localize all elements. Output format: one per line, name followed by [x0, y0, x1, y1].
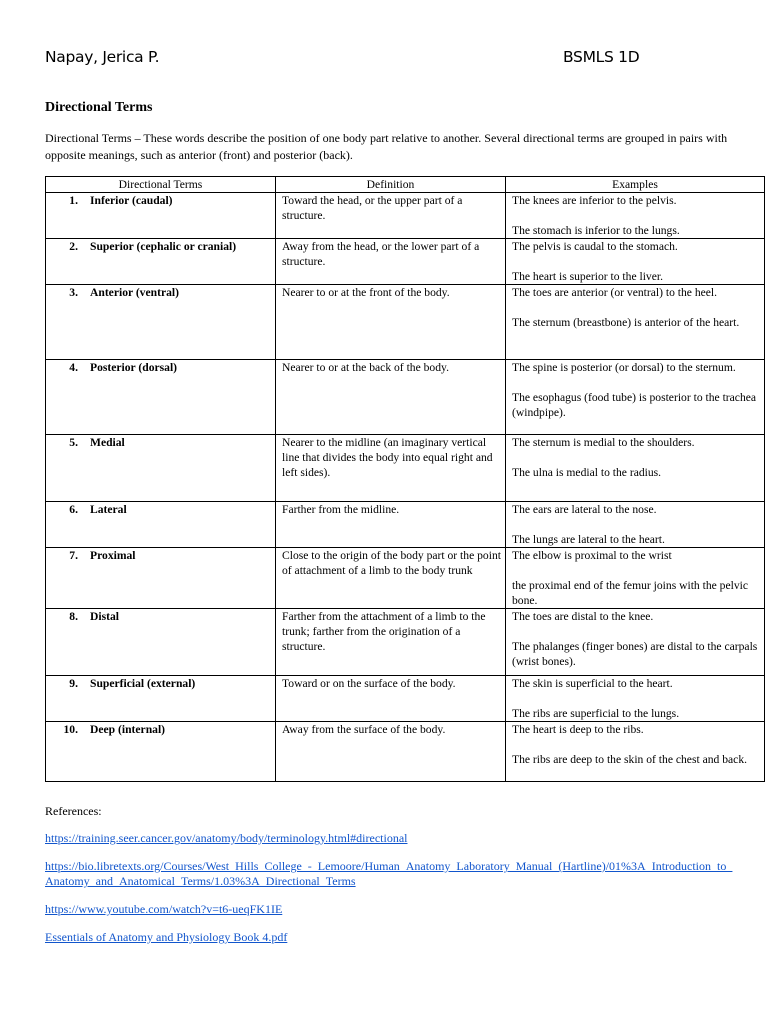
- examples-cell: [506, 548, 765, 609]
- student-section: BSMLS 1D: [563, 48, 640, 66]
- example-1: The pelvis is caudal to the stomach.: [512, 240, 678, 253]
- example-2: The lungs are lateral to the heart.: [512, 533, 665, 546]
- term-number: 7.: [69, 549, 78, 562]
- directional-terms-table: [45, 176, 765, 782]
- example-2: The stomach is inferior to the lungs.: [512, 224, 680, 237]
- example-1: The toes are anterior (or ventral) to the heel.: [512, 286, 718, 299]
- term-name: Anterior (ventral): [90, 286, 179, 299]
- definition-cell: Nearer to or at the back of the body.: [276, 360, 506, 435]
- term-number: 1.: [69, 194, 78, 207]
- term-name: Proximal: [90, 549, 136, 562]
- term-cell: [46, 676, 276, 722]
- column-header-definition: Definition: [276, 177, 506, 193]
- example-1: The heart is deep to the ribs.: [512, 723, 644, 736]
- examples-cell: [506, 722, 765, 782]
- definition-cell: Farther from the attachment of a limb to the trunk; farther from the origination of a structure.: [276, 609, 506, 676]
- references-heading: References:: [45, 804, 102, 818]
- column-header-terms: Directional Terms: [46, 177, 276, 193]
- term-cell: [46, 360, 276, 435]
- term-cell: [46, 502, 276, 548]
- term-number: 4.: [69, 361, 78, 374]
- term-number: 6.: [69, 503, 78, 516]
- example-2: The phalanges (finger bones) are distal to the carpals (wrist bones).: [512, 640, 758, 668]
- table-header-row: [46, 177, 765, 193]
- term-name: Medial: [90, 436, 125, 449]
- examples-cell: [506, 239, 765, 285]
- examples-cell: [506, 360, 765, 435]
- examples-cell: [506, 193, 765, 239]
- definition-cell: Toward the head, or the upper part of a structure.: [276, 193, 506, 239]
- table-row: [46, 722, 765, 782]
- definition-cell: Away from the head, or the lower part of a structure.: [276, 239, 506, 285]
- example-1: The spine is posterior (or dorsal) to the sternum.: [512, 361, 736, 374]
- term-name: Posterior (dorsal): [90, 361, 178, 374]
- term-number: 9.: [69, 677, 78, 690]
- term-cell: [46, 285, 276, 360]
- example-1: The ears are lateral to the nose.: [512, 503, 657, 516]
- definition-cell: Farther from the midline.: [276, 502, 506, 548]
- examples-cell: [506, 502, 765, 548]
- page-title: Directional Terms: [45, 100, 153, 115]
- term-cell: [46, 722, 276, 782]
- examples-cell: [506, 609, 765, 676]
- definition-cell: Toward or on the surface of the body.: [276, 676, 506, 722]
- column-header-examples: Examples: [506, 177, 765, 193]
- references-section: [45, 804, 735, 958]
- table-row: [46, 502, 765, 548]
- examples-cell: [506, 285, 765, 360]
- table-row: [46, 285, 765, 360]
- table-row: [46, 239, 765, 285]
- example-1: The sternum is medial to the shoulders.: [512, 436, 695, 449]
- example-2: The ribs are superficial to the lungs.: [512, 707, 680, 720]
- example-2: The heart is superior to the liver.: [512, 270, 663, 283]
- example-2: The sternum (breastbone) is anterior of the heart.: [512, 316, 740, 329]
- term-cell: [46, 239, 276, 285]
- table-row: [46, 676, 765, 722]
- table-row: [46, 435, 765, 502]
- table-row: [46, 360, 765, 435]
- student-name: Napay, Jerica P.: [45, 48, 160, 66]
- table-row: [46, 193, 765, 239]
- term-number: 2.: [69, 240, 78, 253]
- example-2: The ribs are deep to the skin of the chest and back.: [512, 753, 748, 766]
- examples-cell: [506, 435, 765, 502]
- term-cell: [46, 548, 276, 609]
- term-name: Superior (cephalic or cranial): [90, 240, 237, 253]
- term-number: 3.: [69, 286, 78, 299]
- document-header: [45, 48, 723, 70]
- term-name: Lateral: [90, 503, 127, 516]
- term-number: 10.: [63, 723, 78, 736]
- table-row: [46, 548, 765, 609]
- term-number: 8.: [69, 610, 78, 623]
- term-name: Distal: [90, 610, 119, 623]
- example-2: The esophagus (food tube) is posterior to the trachea (windpipe).: [512, 391, 757, 419]
- example-1: The skin is superficial to the heart.: [512, 677, 673, 690]
- reference-link[interactable]: https://bio.libretexts.org/Courses/West_Hills_College_-_Lemoore/Human_Anatomy_Laboratory_Manual_(Hartline)/01%3A_Introduction_to_Anatomy_and_Anatomical_Terms/1.03%3A_Directional_Terms: [45, 859, 733, 888]
- term-cell: [46, 193, 276, 239]
- examples-cell: [506, 676, 765, 722]
- references-list: [45, 831, 735, 945]
- definition-cell: Nearer to or at the front of the body.: [276, 285, 506, 360]
- definition-cell: Close to the origin of the body part or the point of attachment of a limb to the body trunk: [276, 548, 506, 609]
- intro-paragraph: Directional Terms – These words describe the position of one body part relative to another. Several directional terms are grouped in pairs with opposite meanings, such as anterior (front) and posterior (back).: [45, 131, 728, 162]
- reference-link[interactable]: https://training.seer.cancer.gov/anatomy/body/terminology.html#directional: [45, 831, 408, 845]
- reference-link[interactable]: Essentials of Anatomy and Physiology Book 4.pdf: [45, 930, 288, 944]
- definition-cell: Away from the surface of the body.: [276, 722, 506, 782]
- term-name: Inferior (caudal): [90, 194, 173, 207]
- definition-cell: Nearer to the midline (an imaginary vertical line that divides the body into equal right and left sides).: [276, 435, 506, 502]
- term-name: Superficial (external): [90, 677, 196, 690]
- example-2: The ulna is medial to the radius.: [512, 466, 662, 479]
- term-cell: [46, 435, 276, 502]
- example-1: The elbow is proximal to the wrist: [512, 549, 672, 562]
- example-1: The toes are distal to the knee.: [512, 610, 654, 623]
- table-row: [46, 609, 765, 676]
- term-cell: [46, 609, 276, 676]
- reference-link[interactable]: https://www.youtube.com/watch?v=t6-ueqFK1IE: [45, 902, 283, 916]
- term-number: 5.: [69, 436, 78, 449]
- example-2: the proximal end of the femur joins with the pelvic bone.: [512, 579, 749, 607]
- example-1: The knees are inferior to the pelvis.: [512, 194, 677, 207]
- term-name: Deep (internal): [90, 723, 166, 736]
